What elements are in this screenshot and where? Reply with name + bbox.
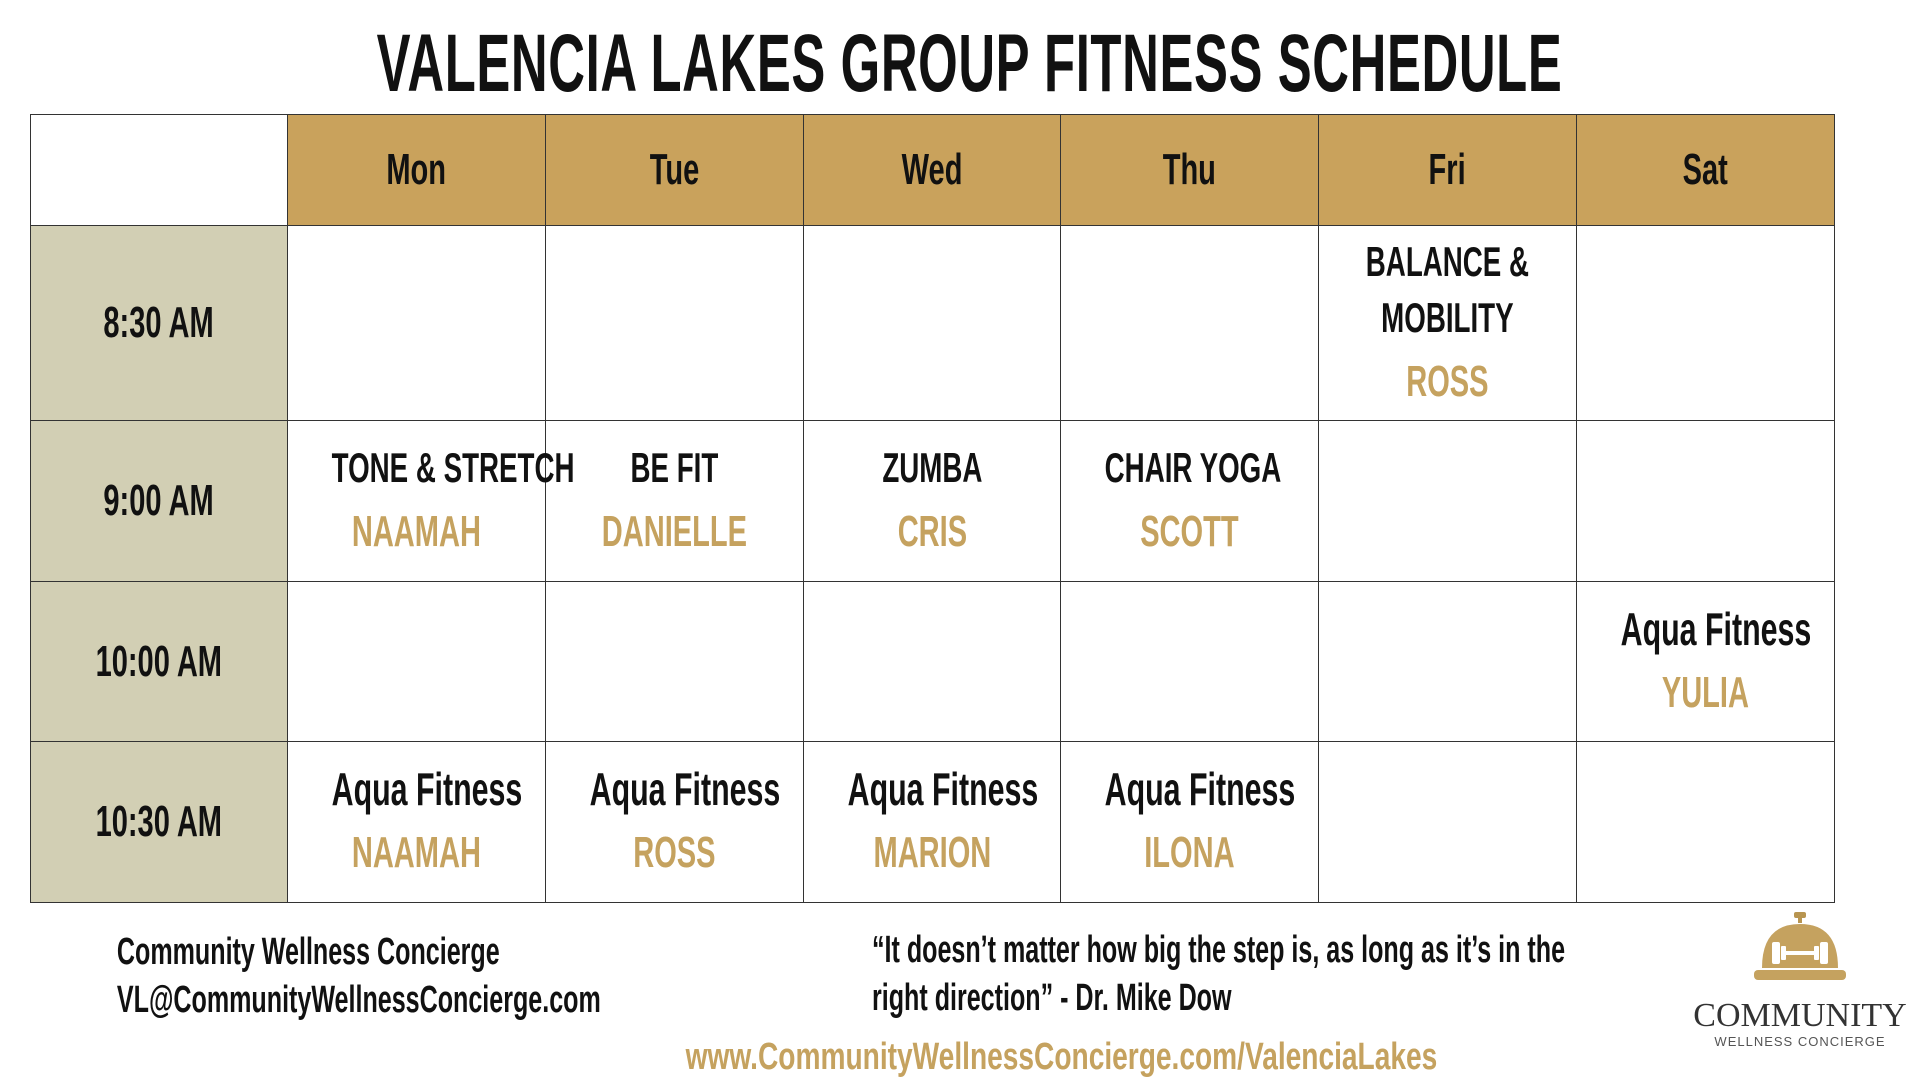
corner-cell bbox=[31, 115, 288, 226]
class-cell bbox=[545, 582, 803, 742]
class-cell bbox=[803, 421, 1061, 582]
class-cell bbox=[1319, 226, 1577, 421]
class-name: BALANCE & bbox=[1365, 238, 1530, 285]
class-name: Aqua Fitness bbox=[847, 763, 1038, 815]
day-header-sat bbox=[1576, 115, 1834, 226]
logo-wordmark: COMMUNITY bbox=[1693, 997, 1907, 1034]
concierge-bell-dumbbell-icon bbox=[1750, 910, 1850, 996]
header-row bbox=[31, 115, 1835, 226]
day-label: Mon bbox=[386, 145, 447, 194]
class-cell bbox=[288, 742, 546, 903]
contact-email[interactable]: VL@CommunityWellnessConcierge.com bbox=[116, 979, 601, 1021]
time-label: 10:00 AM bbox=[95, 636, 223, 686]
schedule-row-900 bbox=[31, 421, 1835, 582]
day-header-tue bbox=[545, 115, 803, 226]
class-name: Aqua Fitness bbox=[1105, 763, 1296, 815]
contact-block bbox=[20, 928, 601, 1024]
class-cell bbox=[1576, 582, 1834, 742]
day-label: Wed bbox=[901, 145, 963, 194]
class-cell bbox=[1319, 421, 1577, 582]
class-cell bbox=[1061, 421, 1319, 582]
class-cell bbox=[545, 226, 803, 421]
instructor-name: CRIS bbox=[897, 507, 967, 556]
class-name: ZUMBA bbox=[881, 444, 983, 491]
page-title: VALENCIA LAKES GROUP FITNESS SCHEDULE bbox=[376, 18, 1563, 109]
class-name: Aqua Fitness bbox=[1620, 602, 1812, 655]
class-cell bbox=[545, 421, 803, 582]
day-header-wed bbox=[803, 115, 1061, 226]
community-logo bbox=[1690, 910, 1910, 1060]
instructor-name: YULIA bbox=[1661, 667, 1749, 717]
class-cell bbox=[288, 421, 575, 582]
class-name: CHAIR YOGA bbox=[1105, 444, 1282, 491]
time-cell bbox=[31, 582, 288, 742]
day-header-mon bbox=[288, 115, 546, 226]
class-cell bbox=[1061, 742, 1319, 903]
time-cell bbox=[31, 421, 288, 582]
class-cell bbox=[1061, 582, 1319, 742]
instructor-name: SCOTT bbox=[1140, 507, 1239, 556]
class-name: BE FIT bbox=[630, 444, 719, 491]
schedule-row-830 bbox=[31, 226, 1835, 421]
logo-subtitle: WELLNESS CONCIERGE bbox=[1714, 1034, 1886, 1049]
class-cell bbox=[545, 742, 803, 903]
class-cell bbox=[1319, 582, 1577, 742]
org-name: Community Wellness Concierge bbox=[116, 931, 500, 973]
class-cell bbox=[803, 742, 1061, 903]
day-label: Thu bbox=[1163, 145, 1217, 194]
quote-block bbox=[872, 926, 1772, 1022]
time-cell bbox=[31, 742, 288, 903]
class-cell bbox=[803, 226, 1061, 421]
instructor-name: ROSS bbox=[1406, 357, 1489, 406]
class-cell bbox=[1576, 742, 1834, 903]
class-cell bbox=[288, 226, 546, 421]
time-label: 8:30 AM bbox=[103, 298, 215, 347]
day-label: Fri bbox=[1429, 145, 1467, 194]
class-cell bbox=[803, 582, 1061, 742]
instructor-name: DANIELLE bbox=[601, 507, 747, 556]
class-name-line2: MOBILITY bbox=[1381, 294, 1514, 341]
schedule-row-1030 bbox=[31, 742, 1835, 903]
class-cell bbox=[1061, 226, 1319, 421]
class-name: Aqua Fitness bbox=[331, 763, 523, 815]
time-label: 10:30 AM bbox=[95, 797, 223, 846]
day-header-fri bbox=[1319, 115, 1577, 226]
class-name: TONE & STRETCH bbox=[331, 444, 575, 491]
day-label: Tue bbox=[649, 145, 699, 194]
class-cell bbox=[1576, 226, 1834, 421]
schedule-table bbox=[30, 114, 1835, 903]
instructor-name: NAAMAH bbox=[351, 828, 481, 877]
class-name: Aqua Fitness bbox=[589, 763, 781, 815]
instructor-name: NAAMAH bbox=[351, 507, 481, 556]
website-link[interactable]: www.CommunityWellnessConcierge.com/ValenciaLakes bbox=[685, 1036, 1438, 1078]
quote-line-2: right direction” - Dr. Mike Dow bbox=[872, 977, 1232, 1019]
class-cell bbox=[1576, 421, 1834, 582]
time-cell bbox=[31, 226, 288, 421]
instructor-name: MARION bbox=[873, 828, 991, 877]
class-cell bbox=[1319, 742, 1577, 903]
quote-line-1: “It doesn’t matter how big the step is, as long as it’s in the bbox=[872, 929, 1566, 971]
day-header-thu bbox=[1061, 115, 1319, 226]
time-label: 9:00 AM bbox=[103, 476, 215, 525]
schedule-row-1000 bbox=[31, 582, 1835, 742]
instructor-name: ILONA bbox=[1144, 828, 1235, 877]
class-cell bbox=[288, 582, 546, 742]
instructor-name: ROSS bbox=[633, 828, 716, 877]
day-label: Sat bbox=[1682, 145, 1728, 194]
